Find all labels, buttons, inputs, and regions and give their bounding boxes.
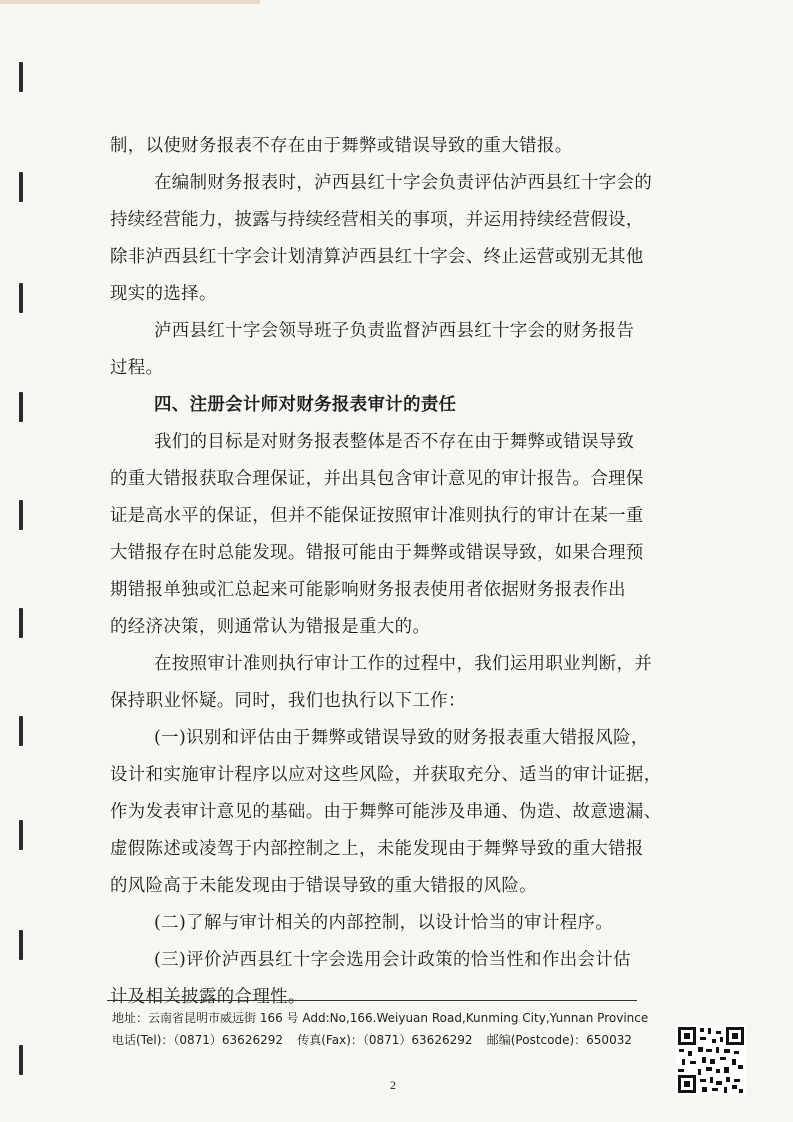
paragraph-line: 证是高水平的保证，但并不能保证按照审计准则执行的审计在某一重	[110, 506, 644, 526]
scan-top-edge	[0, 0, 260, 4]
footer-fax: 传真(Fax)：（0871）63626292	[297, 1033, 473, 1047]
paragraph-line: 保持职业怀疑。同时，我们也执行以下工作：	[110, 691, 466, 711]
binding-mark	[19, 283, 23, 313]
paragraph-line: (二)了解与审计相关的内部控制，以设计恰当的审计程序。	[154, 913, 614, 933]
paragraph-line: 在编制财务报表时，泸西县红十字会负责评估泸西县红十字会的	[154, 173, 653, 193]
footer-contact	[112, 1031, 632, 1048]
paragraph-line: 的风险高于未能发现由于错误导致的重大错报的风险。	[110, 876, 537, 896]
binding-mark	[19, 608, 23, 638]
paragraph-line: 泸西县红十字会领导班子负责监督泸西县红十字会的财务报告	[154, 321, 635, 341]
page-number: 2	[390, 1078, 396, 1092]
binding-mark	[19, 1045, 23, 1075]
paragraph-line: 计及相关披露的合理性。	[110, 987, 306, 1007]
paragraph-line: 持续经营能力，披露与持续经营相关的事项，并运用持续经营假设，	[110, 210, 644, 230]
paragraph-line: 设计和实施审计程序以应对这些风险，并获取充分、适当的审计证据，	[110, 765, 662, 785]
qr-code-icon	[676, 1025, 746, 1095]
paragraph-line: 期错报单独或汇总起来可能影响财务报表使用者依据财务报表作出	[110, 580, 626, 600]
paragraph-line: (三)评价泸西县红十字会选用会计政策的恰当性和作出会计估	[154, 950, 631, 970]
section-heading: 四、注册会计师对财务报表审计的责任	[154, 395, 457, 415]
paragraph-line: 的重大错报获取合理保证，并出具包含审计意见的审计报告。合理保	[110, 469, 644, 489]
binding-mark	[19, 930, 23, 960]
paragraph-line: 的经济决策，则通常认为错报是重大的。	[110, 617, 431, 637]
binding-mark	[19, 500, 23, 530]
paragraph-line: 虚假陈述或凌驾于内部控制之上，未能发现由于舞弊导致的重大错报	[110, 839, 644, 859]
footer-divider	[107, 1000, 637, 1001]
binding-mark	[19, 392, 23, 422]
paragraph-line: 现实的选择。	[110, 284, 217, 304]
report-body	[110, 128, 662, 1016]
paragraph-line: 在按照审计准则执行审计工作的过程中，我们运用职业判断，并	[154, 654, 653, 674]
binding-mark	[19, 172, 23, 202]
binding-mark	[19, 820, 23, 850]
paragraph-line: 制，以使财务报表不存在由于舞弊或错误导致的重大错报。	[110, 136, 573, 156]
paragraph-line: 大错报存在时总能发现。错报可能由于舞弊或错误导致，如果合理预	[110, 543, 644, 563]
footer-address: 地址：云南省昆明市威远街 166 号 Add:No,166.Weiyuan Road,Kunming City,Yunnan Province	[112, 1011, 649, 1025]
paragraph-line: 过程。	[110, 358, 164, 378]
binding-mark	[19, 716, 23, 746]
paragraph-line: (一)识别和评估由于舞弊或错误导致的财务报表重大错报风险，	[154, 728, 649, 748]
footer-tel: 电话(Tel)：（0871）63626292	[112, 1033, 283, 1047]
paragraph-line: 作为发表审计意见的基础。由于舞弊可能涉及串通、伪造、故意遗漏、	[110, 802, 662, 822]
paragraph-line: 除非泸西县红十字会计划清算泸西县红十字会、终止运营或别无其他	[110, 247, 644, 267]
binding-mark	[19, 62, 23, 92]
paragraph-line: 我们的目标是对财务报表整体是否不存在由于舞弊或错误导致	[154, 432, 635, 452]
footer-postcode: 邮编(Postcode)：650032	[486, 1033, 632, 1047]
